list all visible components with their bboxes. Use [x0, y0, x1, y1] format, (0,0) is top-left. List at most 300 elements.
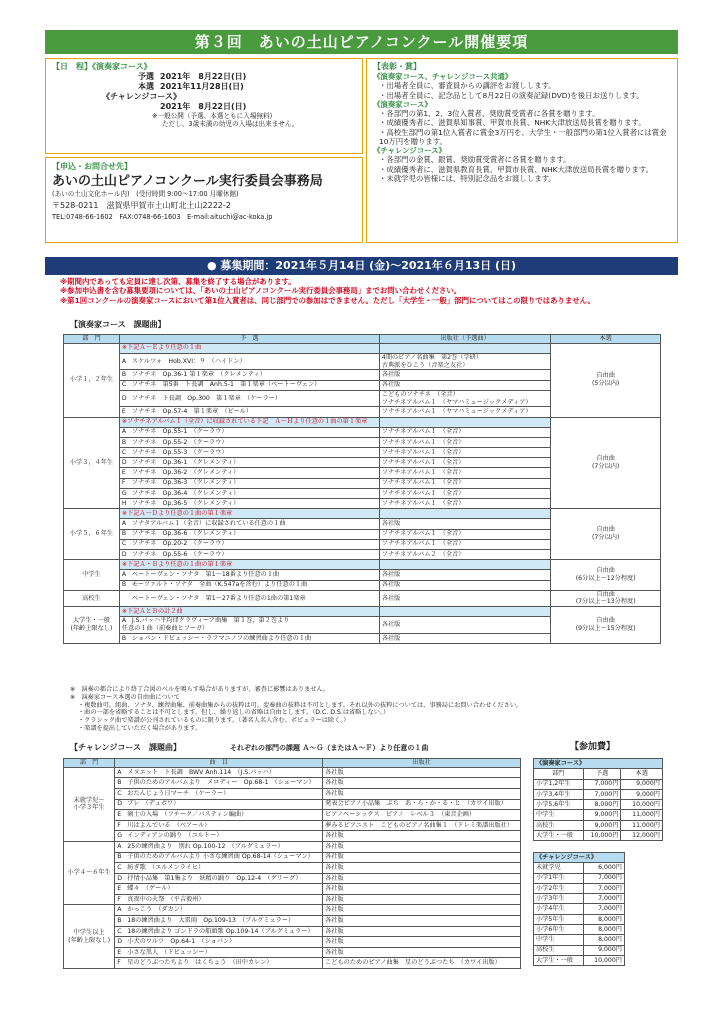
publisher-cell: 各社版: [323, 788, 521, 799]
piece-cell: [115, 873, 323, 884]
schedule-prelim: [52, 72, 356, 82]
final-cell: 自由曲 (7分以内): [551, 509, 661, 560]
piece-letter: E: [117, 948, 122, 956]
perf-table: [63, 334, 661, 644]
fee-row: [534, 945, 625, 955]
subheading-pub-cell: [379, 607, 551, 617]
schedule-challenge-header: 《チャレンジコース》: [102, 92, 181, 101]
fee-row: [534, 810, 663, 820]
subheading-pub-cell: [379, 417, 551, 427]
note-line: ※ 演奏家コース本選の自由曲について: [70, 693, 180, 701]
piece-letter: B: [117, 853, 122, 861]
col-header: 部 門: [64, 335, 120, 344]
note-line: ※第1回コンクールの演奏家コースにおいて第1位入賞者は、同じ部門での参加はできません。ただし「大学生・一般」部門についてはこの限りではありません。: [60, 295, 595, 305]
piece-title: 真夜中の火祭 （平吉毅州）: [127, 895, 205, 903]
fee-row: [534, 863, 625, 873]
piece-cell: [115, 810, 323, 821]
table-row: [64, 894, 521, 905]
piece-letter: B: [117, 779, 122, 787]
piece-title: ソナチネ Op.57-4 第１楽章 （ビール）: [131, 408, 252, 416]
table-row: [64, 884, 521, 895]
table-row: [64, 810, 521, 821]
fee-final: 9,000円: [621, 779, 663, 789]
publisher-cell: 各社版: [323, 947, 521, 958]
piece-letter: E: [121, 408, 126, 416]
table-row: [64, 916, 521, 927]
awards-item: ・未就学児の皆様には、特別記念品をお渡しします。: [379, 173, 556, 183]
publisher-cell: 各社版: [323, 841, 521, 852]
piece-title: ブレ （デュボワ）: [127, 800, 180, 808]
piece-title: ソナチネ Op.36-1 第１楽章 （クレメンティ）: [131, 371, 266, 379]
piece-title: ソナチネ Op.36-3 （クレメンティ）: [131, 479, 240, 487]
notes-mid: [70, 686, 670, 733]
table-row: [64, 852, 521, 863]
fee-amount: 7,000円: [583, 904, 624, 914]
category-cell: 小学４〜６年生: [64, 841, 115, 905]
table-row: [64, 873, 521, 884]
piece-title: ソナチネ Op.36-5 （クレメンティ）: [131, 499, 240, 507]
fee-category: 小学4年生: [534, 904, 584, 914]
fee-prelim: 7,000円: [583, 789, 621, 799]
piece-cell: [115, 958, 323, 969]
table-row: [64, 799, 521, 810]
piece-cell: [115, 884, 323, 895]
piece-letter: C: [121, 540, 127, 548]
publisher-cell: ソナチネアルバム１ （全音）: [379, 529, 551, 539]
piece-title: 子供のためのアルバムより 小さな練習曲 Op.68-14（シューマン）: [127, 853, 314, 861]
chal-section-subtitle: それぞれの部門の課題 Ａ～Ｇ（またはＡ～Ｆ）より任意の１曲: [230, 744, 429, 752]
fee-amount: 7,000円: [583, 894, 624, 904]
fee-category: 小学6年生: [534, 925, 584, 935]
piece-cell: [119, 499, 379, 509]
publisher-cell: 各社版: [323, 767, 521, 778]
awards-list: [373, 72, 671, 183]
subheading-pub-cell: [379, 560, 551, 570]
subheading-pub-cell: [379, 343, 551, 353]
piece-letter: D: [117, 800, 123, 808]
piece-letter: A: [117, 906, 122, 914]
table-row: [64, 958, 521, 969]
piece-cell: [119, 380, 379, 390]
piece-cell: [119, 427, 379, 437]
fee-final: 11,000円: [621, 820, 663, 830]
piece-title: 抒情小品集 第1集より 妖精の踊り Op.12-4 （グリーグ）: [127, 874, 302, 882]
fee-amount: 7,000円: [583, 873, 624, 883]
piece-cell: [115, 767, 323, 778]
publisher-cell: ソナチネアルバム１ （全音）: [379, 448, 551, 458]
subheading-cell: ※下記Ａ～Ｄより任意の１曲の第１楽章: [119, 509, 379, 519]
piece-title: 剣士の入場 （フチーク／バスティン編曲）: [127, 811, 248, 819]
publisher-cell: 各社版: [323, 873, 521, 884]
piece-title: ソナチネ Op.55-1 （クーラウ）: [131, 428, 228, 436]
contact-header: 【申込・お問合せ先】: [52, 162, 132, 171]
subheading-cell: ※ソナチネアルバム１（全音）に収録されている下記 Ａ～Ｈより任意の１曲の第１楽章: [119, 417, 379, 427]
piece-letter: D: [121, 394, 127, 402]
piece-letter: D: [121, 458, 127, 466]
piece-title: 18の練習曲より 大雷雨 Op.109-13 （ブルグミュラー）: [127, 916, 295, 924]
publisher-cell: ソナチネアルバム１ （ヤマハミュージックメディア）: [379, 407, 551, 417]
piece-title: ソナチネ ト長調 Op.300 第１楽章 （ケーラー）: [131, 394, 282, 402]
piece-cell: [119, 448, 379, 458]
piece-cell: [119, 468, 379, 478]
category-cell: 高校生: [64, 590, 120, 607]
fee-category: 大学生・一般: [534, 831, 584, 841]
category-cell: 大学生・一般 (年齢上限なし): [64, 607, 120, 644]
piece-cell: [119, 617, 379, 634]
fee-category: 小学5年生: [534, 914, 584, 924]
schedule-date: 2021年11月28日(日): [160, 82, 244, 91]
fees-chal-table: [533, 852, 625, 966]
subheading-pub-cell: [379, 509, 551, 519]
awards-header: 【表彰・賞】: [373, 62, 421, 71]
fees-col-header: 本選: [621, 769, 663, 779]
piece-cell: [119, 570, 379, 580]
page-title: 第３回 あいの土山ピアノコンクール開催要項: [45, 30, 678, 54]
table-row: [64, 947, 521, 958]
piece-letter: F: [117, 895, 121, 903]
fee-row: [534, 831, 663, 841]
col-header: 部 門: [64, 759, 115, 768]
piece-title: J.S.バッハ平均律クラヴィーア曲集 第１巻、第２巻より 任意の１曲（前奏曲とフーガ）: [121, 617, 290, 633]
table-row: [64, 778, 521, 789]
publisher-cell: ソナチネアルバム１ （全音）: [379, 488, 551, 498]
note-line: ※ 演奏の都合により終了合図のベルを鳴らす場合がありますが、審査に影響はありません。: [70, 686, 330, 693]
piece-cell: [119, 539, 379, 549]
piece-title: ソナチネ Op.20-2 （クーラウ）: [131, 540, 228, 548]
col-header: 出版社（予選曲）: [379, 335, 551, 344]
fee-prelim: 9,000円: [583, 810, 621, 820]
piece-title: 川はよんでいる （ベアール）: [127, 821, 211, 829]
piece-letter: A: [121, 571, 127, 579]
final-cell: 自由曲 (7分以内): [551, 417, 661, 509]
publisher-cell: ソナチネアルバム１ （全音）: [379, 468, 551, 478]
piece-title: おたんじょう日マーチ （ケーラー）: [127, 789, 230, 797]
publisher-cell: 4期のピアノ名曲集 第2巻（学研） 古典派をひこう（音楽之友社）: [379, 353, 551, 370]
final-cell: 自由曲 (9分以上〜15分程度): [551, 607, 661, 644]
fees-perf-table: [533, 758, 663, 841]
chal-section-title: 【チャレンジコース 課題曲】: [70, 743, 181, 752]
table-row: [64, 820, 521, 831]
piece-letter: H: [121, 499, 127, 507]
piece-title: ソナチネ Op.36-2 （クレメンティ）: [131, 469, 240, 477]
schedule-challenge: [52, 102, 356, 112]
piece-title: 紡ぎ歌 （エルメンライヒ）: [127, 864, 205, 872]
fee-amount: 8,000円: [583, 925, 624, 935]
piece-letter: B: [121, 371, 127, 379]
piece-cell: [119, 580, 379, 590]
piece-cell: [115, 894, 323, 905]
table-row: [64, 560, 661, 570]
awards-group-title: 《演奏家コース、チャレンジコース共通》: [373, 72, 513, 81]
piece-title: ソナチネ Op.36-4 （クレメンティ）: [131, 489, 240, 497]
piece-letter: D: [117, 938, 123, 946]
piece-cell: [119, 549, 379, 559]
publisher-cell: 各社版: [323, 937, 521, 948]
publisher-cell: 各社版: [379, 590, 551, 607]
org-name: あいの土山ピアノコンクール実行委員会事務局: [52, 174, 323, 189]
fee-row: [534, 955, 625, 965]
col-header: 予 選: [119, 335, 379, 344]
piece-cell: [119, 590, 379, 607]
publisher-cell: 各社版: [379, 519, 551, 529]
category-cell: 小学１，２年生: [64, 343, 120, 417]
piece-letter: F: [117, 959, 121, 967]
fee-row: [534, 800, 663, 810]
table-row: [64, 343, 661, 353]
awards-box: [366, 58, 678, 243]
piece-title: 星のどうぶつたちより はくちょう （田中カレン）: [127, 959, 273, 967]
fee-row: [534, 820, 663, 830]
table-row: [64, 926, 521, 937]
fee-category: 小学2年生: [534, 883, 584, 893]
publisher-cell: 各社版: [323, 884, 521, 895]
subheading-cell: ※下記Ａ～Ｅより任意の１曲: [119, 343, 379, 353]
awards-item: ・成績優秀者に、滋賀県知事賞、甲賀市長賞、NHK大津放送局長賞を贈ります。: [379, 118, 646, 128]
piece-letter: A: [121, 520, 127, 528]
category-cell: 中学生: [64, 560, 120, 591]
publisher-cell: ピアノベーシックス ピアノ レベル３ （東音企画）: [323, 810, 521, 821]
piece-letter: C: [121, 381, 127, 389]
fee-amount: 10,000円: [583, 955, 624, 965]
fee-amount: 9,000円: [583, 945, 624, 955]
piece-letter: C: [117, 789, 122, 797]
schedule-label: 本選: [138, 82, 154, 91]
piece-letter: F: [117, 821, 121, 829]
piece-cell: [115, 916, 323, 927]
piece-title: ソナチネ Op.55-2 （クーラウ）: [131, 438, 228, 446]
category-cell: 中学生以上 (年齢上限なし): [64, 905, 115, 969]
final-cell: 自由曲 (5分以内): [551, 343, 661, 417]
publisher-cell: ソナチネアルバム１ （全音）: [379, 478, 551, 488]
schedule-note: ※一般公開（予選、本選ともに入場無料): [152, 112, 273, 120]
contact-box: [45, 157, 363, 243]
fee-category: 高校生: [534, 945, 584, 955]
piece-title: モーツァルト・ソナタ 全曲（K.547aを含む）より任意の１曲: [131, 581, 308, 589]
chal-table: [63, 758, 521, 969]
table-header-row: [64, 759, 521, 768]
publisher-cell: ソナチネアルバム１ （全音）: [379, 539, 551, 549]
publisher-cell: ソナチネアルバム１ （全音）: [379, 427, 551, 437]
fee-row: [534, 873, 625, 883]
piece-cell: [119, 478, 379, 488]
fee-category: 中学生: [534, 935, 584, 945]
category-cell: 未就学児〜 小学３年生: [64, 767, 115, 841]
fee-amount: 7,000円: [583, 883, 624, 893]
fee-category: 小学1年生: [534, 873, 584, 883]
piece-letter: A: [121, 357, 127, 365]
publisher-cell: ソナチネアルバム１ （全音）: [379, 458, 551, 468]
fee-amount: 8,000円: [583, 935, 624, 945]
piece-title: ソナタアルバム１（全音）に収録されている任意の１曲: [131, 520, 286, 528]
publisher-cell: こどものためのピアノ曲集 星のどうぶつたち （カワイ出版）: [323, 958, 521, 969]
schedule-box: [45, 58, 363, 154]
publisher-cell: 各社版: [323, 916, 521, 927]
category-cell: 小学５，６年生: [64, 509, 120, 560]
piece-title: 蝶々 （ゲール）: [127, 885, 174, 893]
piece-letter: E: [117, 885, 122, 893]
piece-letter: D: [117, 874, 123, 882]
awards-item: ・成績優秀者に、滋賀県教育長賞、甲賀市長賞、NHK大津放送局長賞を贈ります。: [379, 164, 654, 174]
piece-letter: B: [121, 530, 127, 538]
awards-item: ・高校生部門の第1位入賞者に賞金3万円を、大学生・一般部門の第1位入賞者には賞金10万円を贈ります。: [379, 127, 667, 146]
fee-final: 10,000円: [621, 800, 663, 810]
publisher-cell: 各社版: [379, 570, 551, 580]
piece-letter: G: [121, 489, 127, 497]
piece-cell: [115, 863, 323, 874]
fee-row: [534, 925, 625, 935]
fee-row: [534, 779, 663, 789]
piece-letter: A: [117, 768, 122, 776]
schedule-label: 予選: [138, 72, 154, 81]
table-row: [64, 788, 521, 799]
publisher-cell: 各社版: [323, 863, 521, 874]
piece-letter: B: [121, 438, 127, 446]
piece-letter: F: [121, 479, 126, 487]
final-cell: 自由曲 (6分以上〜12分程度): [551, 560, 661, 591]
piece-title: ソナチネ Op.55-3 （クーラウ）: [131, 448, 228, 456]
subheading-cell: ※下記Ａ・Ｂより任意の１曲の第１楽章: [119, 560, 379, 570]
fee-category: 大学生・一般: [534, 955, 584, 965]
publisher-cell: 各社版: [323, 831, 521, 842]
piece-letter: B: [121, 634, 127, 642]
publisher-cell: 各社版: [379, 580, 551, 590]
piece-cell: [115, 852, 323, 863]
piece-letter: E: [121, 469, 126, 477]
fee-row: [534, 894, 625, 904]
awards-item: ・出場者全員に、記念品として8月22日の演奏記録(DVD)を後日お送りします。: [379, 90, 644, 100]
piece-title: ソナチネ 第5番 ト長調 Anh.5-1 第１楽章（ベートーヴェン）: [131, 381, 321, 389]
fees-chal-header: 《チャレンジコース》: [534, 853, 625, 863]
fee-prelim: 7,000円: [583, 779, 621, 789]
publisher-cell: 各社版: [323, 894, 521, 905]
publisher-cell: ソナチネアルバム１ （全音）: [379, 437, 551, 447]
table-row: [64, 937, 521, 948]
perf-section-title: 【演奏家コース 課題曲】: [70, 320, 166, 329]
piece-letter: A: [121, 617, 127, 625]
piece-title: 小犬のワルツ Op.64-1 （ショパン）: [127, 938, 236, 946]
fee-row: [534, 914, 625, 924]
fee-category: 小学1,2年生: [534, 779, 584, 789]
publisher-cell: 各社版: [379, 380, 551, 390]
piece-cell: [115, 799, 323, 810]
subheading-cell: ※下記ＡとＢの計２曲: [119, 607, 379, 617]
piece-title: インディアンの踊り （コルトー）: [127, 832, 223, 840]
fee-category: 中学生: [534, 810, 584, 820]
piece-cell: [115, 926, 323, 937]
fees-title: 【参加費】: [570, 742, 616, 752]
fee-amount: 6,000円: [583, 863, 624, 873]
fees-col-header: 予選: [583, 769, 621, 779]
piece-letter: C: [117, 927, 122, 935]
col-header: 出版社: [323, 759, 521, 768]
schedule-header: 【日 程】《演奏家コース》: [52, 62, 152, 71]
fee-final: 12,000円: [621, 831, 663, 841]
publisher-cell: 各社版: [323, 926, 521, 937]
publisher-cell: ソナチネアルバム１ （全音）: [379, 499, 551, 509]
fee-category: 小学3,4年生: [534, 789, 584, 799]
schedule-date: 2021年 8月22日(日): [160, 72, 247, 81]
piece-letter: E: [117, 811, 122, 819]
tel-fax-email: TEL:0748-66-1602 FAX:0748-66-1603 E-mail:aituchi@ac-koka.jp: [52, 213, 273, 222]
piece-cell: [115, 937, 323, 948]
piece-title: ショパン・ドビュッシー・ラフマニノフの練習曲より任意の１曲: [131, 634, 312, 642]
publisher-cell: ソナチネアルバム２ （全音）: [379, 549, 551, 559]
piece-title: ソナチネ Op.36-1 （クレメンティ）: [131, 458, 240, 466]
piece-cell: [115, 831, 323, 842]
schedule-date: 2021年 8月22日(日): [160, 102, 247, 111]
final-cell: 自由曲 (7分以上〜13分程度): [551, 590, 661, 607]
piece-cell: [115, 778, 323, 789]
piece-cell: [115, 820, 323, 831]
table-row: [64, 590, 661, 607]
piece-cell: [119, 390, 379, 407]
awards-group-title: 《演奏家コース》: [373, 99, 432, 109]
piece-letter: B: [117, 916, 122, 924]
fee-category: 高校生: [534, 820, 584, 830]
note-line: ・複数曲可。組曲、ソナタ、練習曲集、前奏曲集からの抜粋は可。変奏曲の抜粋は不可とします。それ以外の抜粋については、事務局にお問い合わせください。: [78, 701, 523, 709]
piece-letter: A: [117, 842, 122, 850]
fee-category: 小学5,6年生: [534, 800, 584, 810]
table-row: [64, 863, 521, 874]
table-row: [64, 831, 521, 842]
piece-title: ベートーヴェン・ソナタ 第1〜18番より任意の１曲: [131, 571, 280, 579]
application-period: ● 募集期間：2021年５月14日 (金)〜2021年６月13日 (日): [45, 257, 678, 275]
col-header: 本選: [551, 335, 661, 344]
fee-final: 11,000円: [621, 810, 663, 820]
fee-row: [534, 935, 625, 945]
publisher-cell: 夢みるピアニスト こどものピアノ名曲集１ （ドレミ楽譜出版社）: [323, 820, 521, 831]
note-line: ・クラシック曲で楽譜が公刊されているものに限ります。（著名人名人含む。ポピュラーは除く。）: [78, 717, 350, 724]
fees-perf-header: 《演奏家コース》: [534, 759, 663, 769]
table-row: [64, 607, 661, 617]
piece-cell: [115, 841, 323, 852]
fee-prelim: 10,000円: [583, 831, 621, 841]
piece-title: メヌエット ト長調 BWV Anh.114 （J.S.バッハ）: [127, 768, 275, 776]
piece-title: 25の練習曲より 別れ Op.100-12 （ブルグミュラー）: [127, 842, 284, 850]
piece-cell: [115, 788, 323, 799]
piece-letter: C: [117, 864, 122, 872]
fee-prelim: 8,000円: [583, 800, 621, 810]
piece-cell: [119, 458, 379, 468]
table-row: [64, 841, 521, 852]
fee-final: 9,000円: [621, 789, 663, 799]
piece-cell: [119, 437, 379, 447]
piece-cell: [119, 519, 379, 529]
piece-title: 小さな黒人 （ドビュッシー）: [127, 948, 211, 956]
fee-row: [534, 789, 663, 799]
piece-cell: [119, 529, 379, 539]
fee-prelim: 9,000円: [583, 820, 621, 830]
awards-item: ・各部門の金賞、銀賞、奨励賞受賞者に各賞を贈ります。: [379, 155, 571, 165]
table-row: [64, 417, 661, 427]
publisher-cell: 各社版: [323, 852, 521, 863]
note-line: ・曲の一部を省略することは不可とします。但し、繰り返しの省略は自由とします。（D.C. D.S.は省略しない。）: [78, 709, 390, 717]
table-header-row: [64, 335, 661, 344]
notes-top: [60, 277, 690, 305]
piece-title: ソナチネ Op.36-6 （クレメンティ）: [131, 530, 240, 538]
piece-title: 18の練習曲より ゴンドラの船頭歌 Op.109-14（ブルグミュラー）: [127, 927, 314, 935]
piece-cell: [119, 353, 379, 370]
piece-cell: [115, 947, 323, 958]
schedule-final: [52, 82, 356, 92]
table-row: [64, 509, 661, 519]
col-header: 曲 目: [115, 759, 323, 768]
publisher-cell: 発表会ピアノ小品集 ぷち あ・ら・か・る・と （カワイ出版）: [323, 799, 521, 810]
publisher-cell: 各社版: [323, 905, 521, 916]
fee-row: [534, 883, 625, 893]
piece-letter: A: [121, 428, 127, 436]
fees-col-header: 部門: [534, 769, 584, 779]
